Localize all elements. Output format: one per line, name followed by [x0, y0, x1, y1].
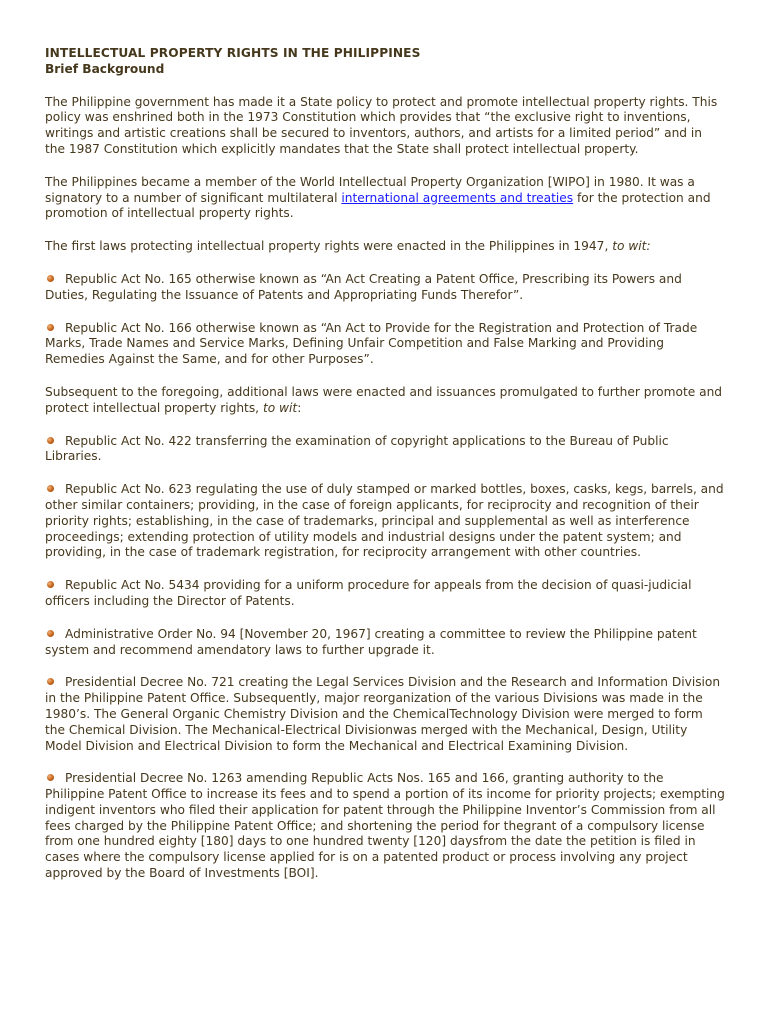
wipo-text-after: for the protection and promotion of intellectual property rights. — [45, 190, 711, 221]
bullet-icon — [47, 581, 54, 588]
bullet-icon — [47, 630, 54, 637]
list-item — [45, 321, 725, 368]
intro-paragraph: The Philippine government has made it a State policy to protect and promote intellectual property rights. This policy was enshrined both in the 1973 Constitution which provides that “the exclusive right to inventions, writings and artistic creations shall be secured to inventors, authors, and artists for a limited period” and in the 1987 Constitution which explicitly mandates that the State shall protect intellectual property. — [45, 94, 718, 156]
subsequent-intro-text: Subsequent to the foregoing, additional laws were enacted and issuances promulgated to further promote and protect intellectual property rights, — [45, 384, 723, 415]
list-item — [45, 434, 725, 466]
list-item-text: Republic Act No. 623 regulating the use of duly stamped or marked bottles, boxes, casks, kegs, barrels, and other similar containers; providing, in the case of foreign applicants, for reciprocity and recognition of their priority rights; establishing, in the case of trademarks, principal and supplemental as well as interference proceedings; extending protection of utility models and industrial designs under the patent system; and providing, in the case of trademark registration, for reciprocity arrangement with other countries. — [45, 482, 724, 560]
bullet-icon — [47, 485, 54, 492]
to-wit-italic: to wit: — [612, 239, 651, 254]
page-subtitle: Brief Background — [45, 61, 165, 76]
list-item-text: Republic Act No. 422 transferring the examination of copyright applications to the Bureau of Public Libraries. — [45, 433, 669, 464]
list-item — [45, 578, 725, 610]
list-item — [45, 627, 725, 659]
bullet-icon — [47, 275, 54, 282]
wipo-text-before: The Philippines became a member of the World Intellectual Property Organization [WIPO] in 1980. It was a signatory to a number of significant multilateral — [45, 174, 695, 205]
bullet-icon — [47, 678, 54, 685]
list-item — [45, 675, 725, 754]
bullet-icon — [47, 774, 54, 781]
bullet-icon — [47, 437, 54, 444]
first-laws-intro — [45, 239, 725, 255]
list-item — [45, 272, 725, 304]
wipo-paragraph — [45, 175, 725, 222]
document — [45, 46, 725, 899]
to-wit-italic: to wit — [262, 400, 298, 415]
list-item — [45, 482, 725, 561]
list-item — [45, 771, 725, 882]
agreements-treaties-link[interactable]: international agreements and treaties — [341, 190, 574, 205]
list-item-text: Administrative Order No. 94 [November 20, 1967] creating a committee to review the Philippine patent system and recommend amendatory laws to further upgrade it. — [45, 626, 697, 657]
bullet-icon — [47, 324, 54, 331]
first-laws-intro-text: The first laws protecting intellectual property rights were enacted in the Philippines in 1947, — [45, 239, 613, 254]
page-title: INTELLECTUAL PROPERTY RIGHTS IN THE PHILIPPINES — [45, 46, 421, 60]
list-item-text: Presidential Decree No. 1263 amending Republic Acts Nos. 165 and 166, granting authority to the Philippine Patent Office to increase its fees and to spend a portion of its income for priority projects; exempting indigent inventors who filed their application for patent through the Philippine Inventor’s Commission from all fees charged by the Philippine Patent Office; and shortening the period for thegrant of a compulsory license from one hundred eighty [180] days to one hundred twenty [120] daysfrom the date the petition is filed in cases where the compulsory license applied for is on a patented product or process involving any project approved by the Board of Investments [BOI]. — [45, 771, 725, 881]
subsequent-intro — [45, 385, 725, 417]
list-item-text: Presidential Decree No. 721 creating the Legal Services Division and the Research and Information Division in the Philippine Patent Office. Subsequently, major reorganization of the various Divisions was made in the 1980’s. The General Organic Chemistry Division and the ChemicalTechnology Division were merged to form the Chemical Division. The Mechanical-Electrical Divisionwas merged with the Mechanical, Design, Utility Model Division and Electrical Division to form the Mechanical and Electrical Examining Division. — [45, 675, 721, 753]
subsequent-intro-colon: : — [297, 400, 302, 415]
list-item-text: Republic Act No. 166 otherwise known as “An Act to Provide for the Registration and Protection of Trade Marks, Trade Names and Service Marks, Defining Unfair Competition and False Marking and Providing Remedies Against the Same, and for other Purposes”. — [45, 320, 698, 367]
list-item-text: Republic Act No. 165 otherwise known as “An Act Creating a Patent Office, Prescribing its Powers and Duties, Regulating the Issuance of Patents and Appropriating Funds Therefor”. — [45, 271, 682, 302]
list-item-text: Republic Act No. 5434 providing for a uniform procedure for appeals from the decision of quasi-judicial officers including the Director of Patents. — [45, 578, 692, 608]
